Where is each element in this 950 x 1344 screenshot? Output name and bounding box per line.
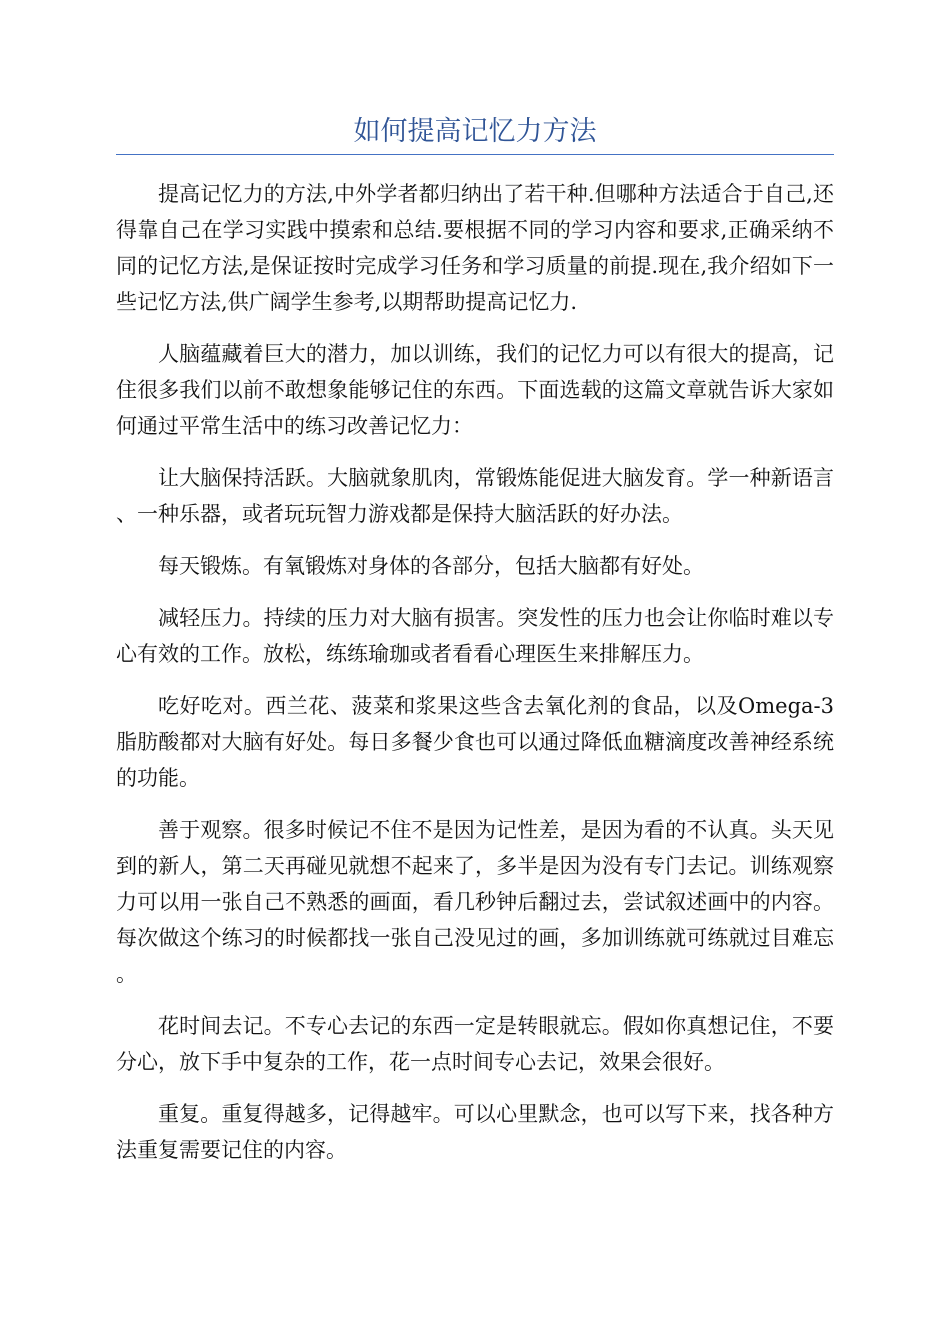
document-body [116,176,834,1184]
paragraph-stress: 减轻压力。持续的压力对大脑有损害。突发性的压力也会让你临时难以专心有效的工作。放松，练练瑜珈或者看看心理医生来排解压力。 [116,606,834,666]
paragraph-active-brain: 让大脑保持活跃。大脑就象肌肉，常锻炼能促进大脑发育。学一种新语言、一种乐器，或者玩玩智力游戏都是保持大脑活跃的好办法。 [116,466,834,526]
title-underline [116,154,834,155]
paragraph-repeat: 重复。重复得越多，记得越牢。可以心里默念，也可以写下来，找各种方法重复需要记住的内容。 [116,1102,834,1162]
paragraph-take-time: 花时间去记。不专心去记的东西一定是转眼就忘。假如你真想记住，不要分心，放下手中复杂的工作，花一点时间专心去记，效果会很好。 [116,1014,834,1074]
paragraph-observe: 善于观察。很多时候记不住不是因为记性差，是因为看的不认真。头天见到的新人，第二天再碰见就想不起来了，多半是因为没有专门去记。训练观察力可以用一张自己不熟悉的画面，看几秒钟后翻过去，尝试叙述画中的内容。每次做这个练习的时候都找一张自己没见过的画，多加训练就可练就过目难忘。 [116,818,834,986]
paragraph-exercise: 每天锻炼。有氧锻炼对身体的各部分，包括大脑都有好处。 [158,554,704,578]
paragraph-diet: 吃好吃对。西兰花、菠菜和浆果这些含去氧化剂的食品，以及Omega-3脂肪酸都对大脑有好处。每日多餐少食也可以通过降低血糖滴度改善神经系统的功能。 [116,694,834,790]
document-title: 如何提高记忆力方法 [353,116,597,147]
paragraph-intro: 提高记忆力的方法,中外学者都归纳出了若干种.但哪种方法适合于自己,还得靠自己在学习实践中摸索和总结.要根据不同的学习内容和要求,正确采纳不同的记忆方法,是保证按时完成学习任务和学习质量的前提.现在,我介绍如下一些记忆方法,供广阔学生参考,以期帮助提高记忆力. [116,182,834,314]
paragraph-potential: 人脑蕴藏着巨大的潜力，加以训练，我们的记忆力可以有很大的提高，记住很多我们以前不敢想象能够记住的东西。下面选载的这篇文章就告诉大家如何通过平常生活中的练习改善记忆力： [116,342,834,438]
